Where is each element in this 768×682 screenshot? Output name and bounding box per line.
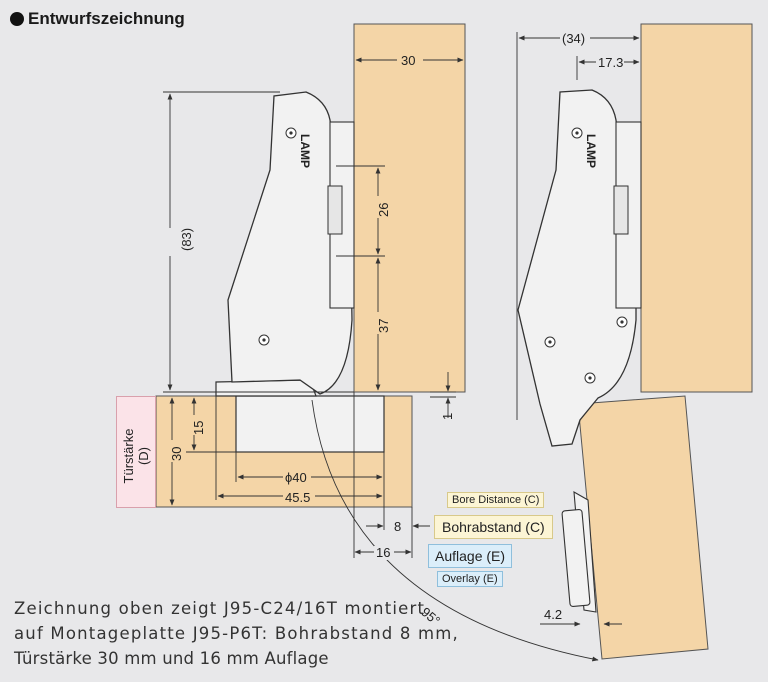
- dim-phi40: ϕ40: [285, 470, 307, 485]
- overlay-en-label: Overlay (E): [437, 571, 503, 587]
- door-panel-open: [578, 396, 708, 659]
- caption: [14, 596, 459, 671]
- dim-30-panel: 30: [401, 53, 416, 68]
- dim-16: 16: [376, 545, 391, 560]
- door-thickness-symbol: (D): [136, 446, 151, 466]
- door-thickness-label: [116, 396, 156, 508]
- dim-26: 26: [376, 202, 391, 217]
- dim-45-5: 45.5: [285, 490, 311, 505]
- dim-83: (83): [179, 227, 194, 251]
- logo-text-left: LAMP: [298, 134, 312, 168]
- dim-angle-95: 95°: [418, 604, 444, 629]
- plate-clip: [614, 186, 628, 234]
- dim-37: 37: [376, 318, 391, 333]
- dim-8: 8: [394, 519, 402, 534]
- door-thickness-text: Türstärke: [121, 428, 136, 484]
- dim-1: 1: [440, 412, 455, 420]
- cabinet-side-panel-right: [641, 24, 752, 392]
- dim-30-door: 30: [169, 446, 184, 461]
- dim-4-2: 4.2: [544, 607, 563, 622]
- caption-line-1: Zeichnung oben zeigt J95-C24/16T montiert: [14, 599, 426, 618]
- plate-clip: [328, 186, 342, 234]
- caption-line-2: auf Montageplatte J95-P6T: Bohrabstand 8 mm,: [14, 624, 459, 643]
- hinge-flange: [216, 380, 316, 396]
- dim-17-3: 17.3: [598, 55, 624, 70]
- bore-distance-en-label: Bore Distance (C): [447, 492, 544, 508]
- bore-distance-de-label: Bohrabstand (C): [434, 515, 553, 539]
- logo-text-right: LAMP: [584, 134, 598, 168]
- overlay-de-label: Auflage (E): [428, 544, 512, 568]
- caption-line-3: Türstärke 30 mm und 16 mm Auflage: [14, 649, 329, 668]
- dim-34: (34): [562, 31, 586, 46]
- title-text: Entwurfszeichnung: [28, 9, 185, 28]
- dim-15: 15: [191, 420, 206, 435]
- hinge-cup: [236, 396, 384, 452]
